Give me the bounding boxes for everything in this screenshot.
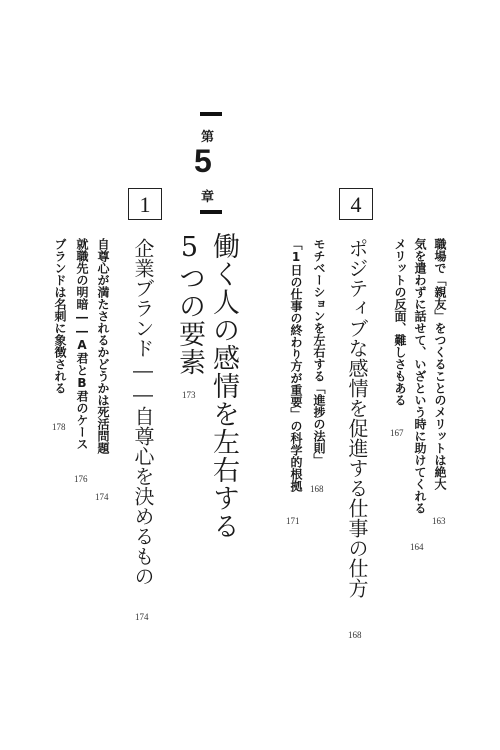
- toc-entry-page: 174: [95, 492, 109, 502]
- section-title-page: 174: [135, 612, 149, 622]
- toc-entry-text: 就職先の明暗――A君とB君のケース: [75, 238, 89, 450]
- toc-entry-text: メリットの反面、難しさもある: [393, 238, 407, 406]
- toc-entry-page: 167: [390, 428, 404, 438]
- section-title-page: 168: [348, 630, 362, 640]
- chapter-title: 5つの要素: [174, 232, 205, 376]
- section-number: 1: [139, 192, 151, 217]
- chapter-label: 章: [201, 190, 215, 205]
- toc-entry-page: 176: [74, 474, 88, 484]
- toc-entry-page: 178: [52, 422, 66, 432]
- chapter-bar-top: [200, 112, 222, 116]
- section-title: ポジティブな感情を促進する仕事の仕方: [345, 238, 369, 598]
- toc-entry-text: 自尊心が満たされるかどうかは死活問題: [96, 238, 110, 454]
- chapter-title-page: 173: [182, 390, 196, 400]
- toc-entry-text: 気を遣わずに話せて、いざという時に助けてくれる: [413, 238, 427, 514]
- section-title: 企業ブランド――自尊心を決めるもの: [131, 238, 155, 586]
- chapter-bar-bottom: [200, 210, 222, 214]
- toc-entry-text: モチベーションを左右する「進捗の法則」: [312, 238, 326, 466]
- toc-entry-page: 163: [432, 516, 446, 526]
- toc-entry-text: 「1日の仕事の終わり方が重要」の科学的根拠: [289, 238, 303, 492]
- chapter-title: 働く人の感情を左右する: [208, 232, 239, 540]
- toc-entry-page: 171: [286, 516, 300, 526]
- section-number: 4: [350, 192, 362, 217]
- toc-entry-text: ブランドは名刺に象徴される: [53, 238, 67, 394]
- toc-entry-page: 164: [410, 542, 424, 552]
- section-number-box: [128, 188, 162, 220]
- toc-entry-text: 職場で「親友」をつくることのメリットは絶大: [433, 238, 447, 490]
- section-number-box: [339, 188, 373, 220]
- chapter-number: 5: [194, 143, 212, 179]
- toc-entry-page: 168: [310, 484, 324, 494]
- chapter-label: 第: [201, 130, 215, 145]
